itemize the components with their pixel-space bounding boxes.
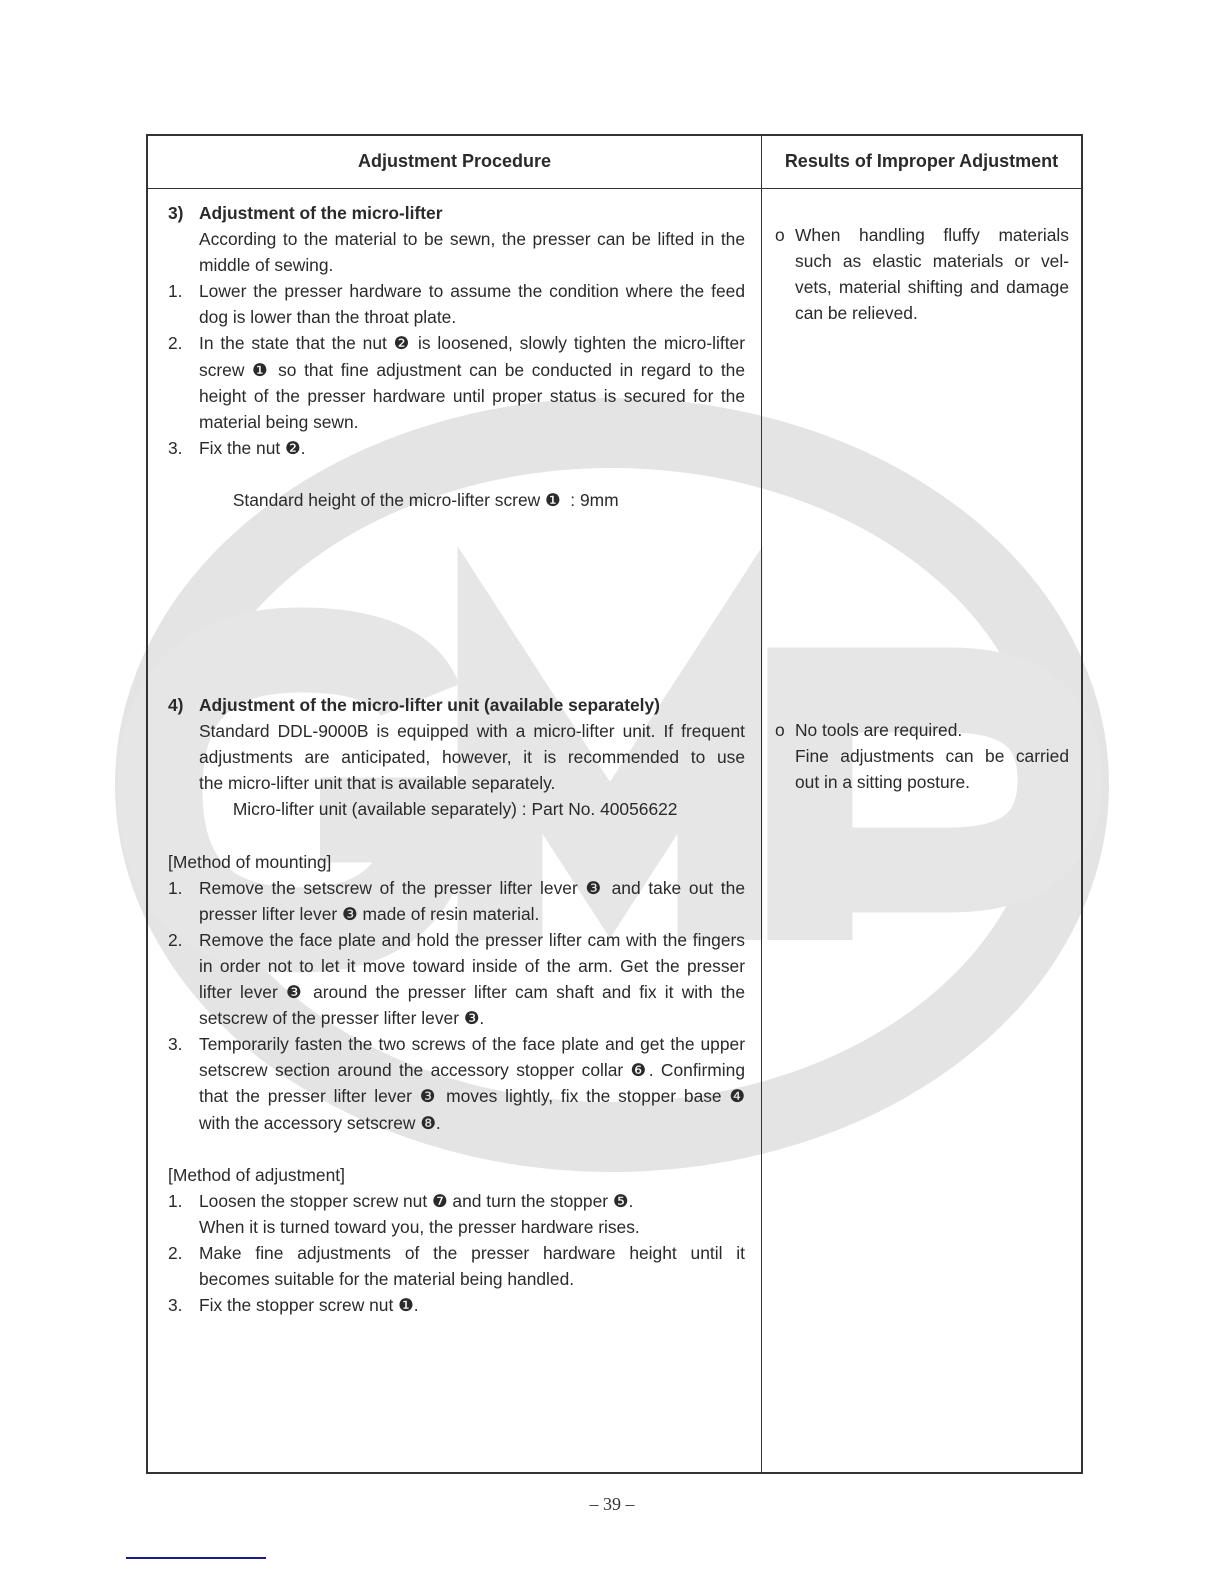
item-text: screw ❶ so that fine adjustment can be conducted in regard to the (199, 359, 745, 380)
item-text: with the accessory setscrew ❽. (199, 1112, 441, 1133)
section-4-procedure (168, 692, 745, 1318)
item-text: Fine adjustments can be carried (795, 746, 1069, 767)
item-text: becomes suitable for the material being handled. (199, 1269, 575, 1290)
text-line (168, 822, 745, 848)
text-line (168, 770, 745, 796)
item-number: o (775, 720, 785, 740)
item-number: 1. (168, 877, 183, 898)
item-text: presser lifter lever ❸ made of resin material. (199, 903, 540, 924)
text-line (775, 300, 1069, 326)
text-line (168, 901, 745, 927)
text-line (168, 796, 745, 822)
text-line (168, 278, 745, 304)
item-number: 1. (168, 1190, 183, 1211)
item-text: Fix the stopper screw nut ❶. (199, 1295, 419, 1316)
text-line (775, 743, 1069, 769)
item-number: [Method of mounting] (168, 851, 332, 872)
item-text: vets, material shifting and damage (795, 277, 1069, 298)
text-line (775, 769, 1069, 795)
text-line (168, 1136, 745, 1162)
item-text: such as elastic materials or vel- (795, 251, 1069, 272)
item-text: Remove the setscrew of the presser lifter lever ❸ and take out the (199, 877, 745, 898)
text-line (168, 383, 745, 409)
item-text: dog is lower than the throat plate. (199, 307, 457, 328)
item-text: Adjustment of the micro-lifter unit (available separately) (199, 695, 660, 715)
item-text: material being sewn. (199, 411, 359, 432)
text-line (168, 1005, 745, 1031)
text-line (775, 717, 1069, 743)
section-title (168, 692, 745, 718)
text-line (775, 274, 1069, 300)
item-number: 2. (168, 1242, 183, 1263)
item-text: Standard height of the micro-lifter screw ❶ : 9mm (199, 490, 619, 511)
item-text: in order not to let it move toward inside of the arm. Get the presser (199, 955, 745, 976)
item-text: Standard DDL-9000B is equipped with a micro-lifter unit. If frequent (199, 721, 745, 742)
item-number: 3) (168, 203, 184, 223)
item-text: Temporarily fasten the two screws of the face plate and get the upper (199, 1034, 745, 1055)
text-line (168, 979, 745, 1005)
text-line (168, 1292, 745, 1318)
text-line (168, 226, 745, 252)
item-text: When it is turned toward you, the presser hardware rises. (199, 1216, 640, 1237)
item-text: In the state that the nut ❷ is loosened, slowly tighten the micro-lifter (199, 333, 745, 354)
item-number: 4) (168, 695, 184, 715)
item-text: Loosen the stopper screw nut ❼ and turn the stopper ❺. (199, 1190, 634, 1211)
item-text: Lower the presser hardware to assume the condition where the feed (199, 281, 745, 302)
text-line (168, 1031, 745, 1057)
text-line (168, 1214, 745, 1240)
column-divider (761, 136, 762, 1472)
item-text: According to the material to be sewn, the presser can be lifted in the (199, 229, 745, 250)
item-text: adjustments are anticipated, however, it is recommended to use (199, 747, 745, 768)
section-3-results (775, 222, 1069, 326)
item-text: middle of sewing. (199, 255, 334, 276)
item-number: [Method of adjustment] (168, 1164, 345, 1185)
text-line (168, 1266, 745, 1292)
text-line (168, 435, 745, 461)
item-text: lifter lever ❸ around the presser lifter cam shaft and fix it with the (199, 982, 745, 1003)
item-text: can be relieved. (795, 303, 918, 324)
item-number: 1. (168, 281, 183, 302)
item-text: Adjustment of the micro-lifter (199, 203, 443, 223)
header-results-improper-adjustment: Results of Improper Adjustment (784, 151, 1059, 171)
text-line (168, 744, 745, 770)
item-text: Remove the face plate and hold the presser lifter cam with the fingers (199, 929, 745, 950)
text-line (168, 1240, 745, 1266)
item-text: No tools are required. (795, 720, 963, 740)
section-3-procedure (168, 200, 745, 513)
text-line (168, 461, 745, 487)
section-4-results (775, 717, 1069, 795)
text-line (775, 222, 1069, 248)
text-line (168, 304, 745, 330)
text-line (168, 357, 745, 383)
item-text: When handling fluffy materials (795, 225, 1069, 245)
item-number: 2. (168, 333, 183, 354)
item-text: Fix the nut ❷. (199, 437, 306, 458)
page-number: – 39 – (589, 1494, 635, 1514)
item-text: Make fine adjustments of the presser hardware height until it (199, 1242, 745, 1263)
text-line (775, 248, 1069, 274)
text-line (168, 953, 745, 979)
text-line (168, 409, 745, 435)
item-text: height of the presser hardware until proper status is secured for the (199, 385, 745, 406)
item-number: o (775, 225, 785, 245)
item-number: 3. (168, 1295, 183, 1316)
item-text: that the presser lifter lever ❸ moves lightly, fix the stopper base ❹ (199, 1086, 745, 1107)
text-line (168, 252, 745, 278)
header-divider (148, 188, 1081, 189)
text-line (168, 1110, 745, 1136)
text-line (168, 875, 745, 901)
text-line (168, 927, 745, 953)
section-title (168, 200, 745, 226)
footer-rule (126, 1557, 266, 1559)
text-line (168, 1162, 745, 1188)
text-line (168, 1057, 745, 1083)
text-line (168, 487, 745, 513)
text-line (168, 1083, 745, 1109)
item-text: out in a sitting posture. (795, 772, 970, 793)
item-text: the micro-lifter unit that is available separately. (199, 773, 556, 794)
item-text: setscrew section around the accessory stopper collar ❻. Confirming (199, 1060, 745, 1081)
text-line (168, 718, 745, 744)
text-line (168, 1188, 745, 1214)
item-text: setscrew of the presser lifter lever ❸. (199, 1008, 485, 1029)
item-text: Micro-lifter unit (available separately) : Part No. 40056622 (199, 799, 678, 820)
item-number: 3. (168, 437, 183, 458)
text-line (168, 330, 745, 356)
item-number: 3. (168, 1034, 183, 1055)
item-number: 2. (168, 929, 183, 950)
header-adjustment-procedure: Adjustment Procedure (357, 151, 552, 171)
text-line (168, 849, 745, 875)
